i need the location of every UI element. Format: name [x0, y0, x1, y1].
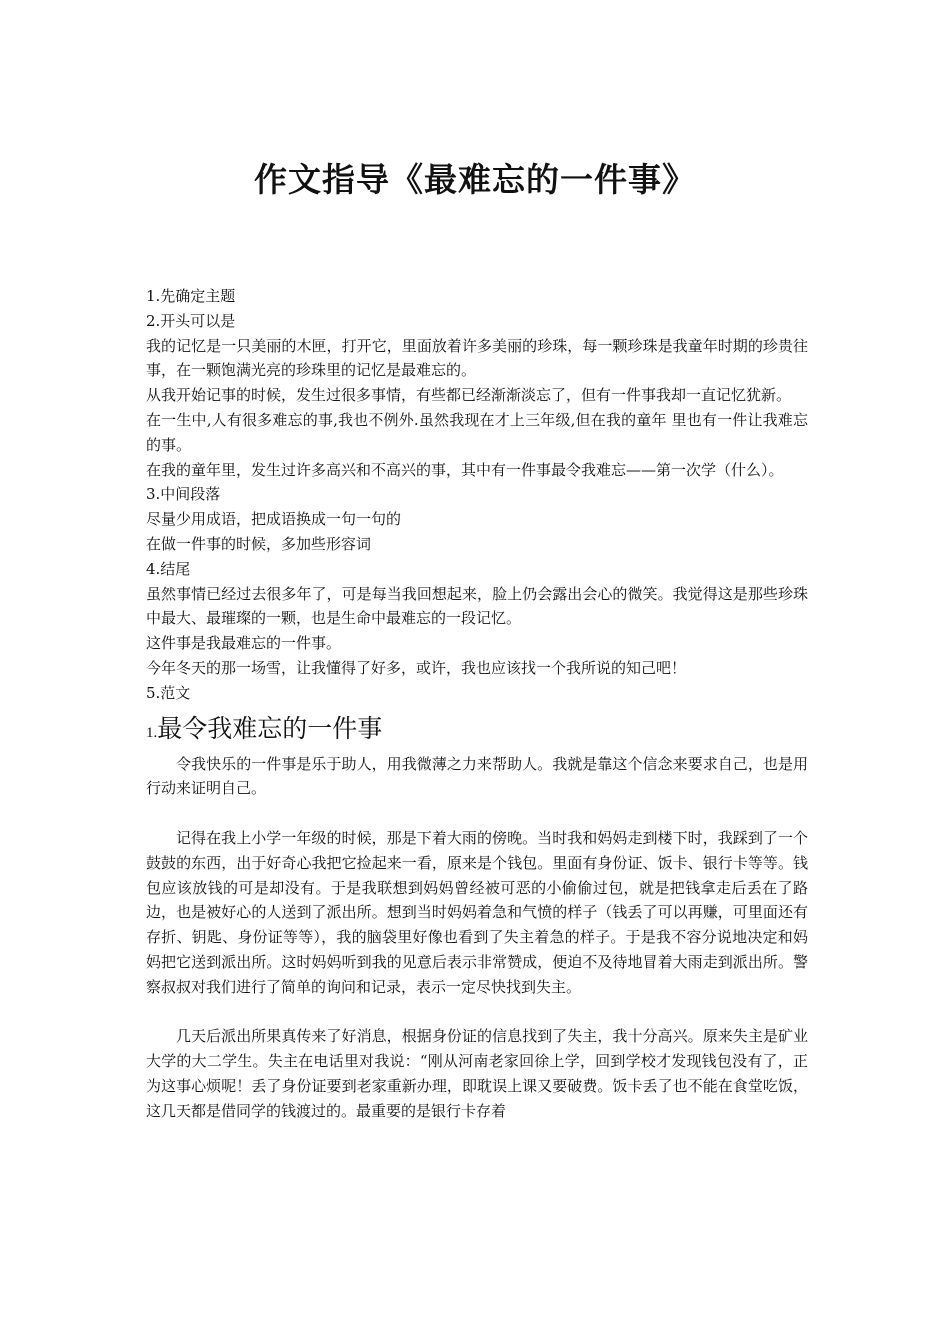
- ending-example-3: 今年冬天的那一场雪，让我懂得了好多，或许，我也应该找一个我所说的知己吧！: [146, 658, 687, 677]
- guide-heading-3: 3.中间段落: [146, 485, 221, 504]
- essay-title: 最令我难忘的一件事: [157, 713, 383, 743]
- ending-example-1: 虽然事情已经过去很多年了，可是每当我回想起来，脸上仍会露出会心的微笑。我觉得这是那些珍珠中最大、最璀璨的一颗，也是生命中最难忘的一段记忆。: [146, 584, 808, 628]
- guide-heading-4: 4.结尾: [146, 559, 191, 578]
- ending-example-2: 这件事是我最难忘的一件事。: [146, 634, 342, 653]
- paragraph-spacer: [146, 1000, 808, 1025]
- middle-tip-2: 在做一件事的时候，多加些形容词: [146, 534, 372, 553]
- opening-example-4: 在我的童年里，发生过许多高兴和不高兴的事，其中有一件事最令我难忘——第一次学（什么）。: [146, 460, 784, 479]
- essay-paragraph: 几天后派出所果真传来了好消息，根据身份证的信息找到了失主，我十分高兴。原来失主是矿业大学的大二学生。失主在电话里对我说：“刚从河南老家回徐上学，回到学校才发现钱包没有了，正为这事心烦呢！丢了身份证要到老家重新办理，即耽误上课又要破费。饭卡丢了也不能在食堂吃饭，这几天都是借同学的钱渡过的。最重要的是银行卡存着: [146, 1027, 808, 1120]
- essay-heading: [146, 712, 808, 750]
- opening-example-2: 从我开始记事的时候，发生过很多事情，有些都已经渐渐淡忘了，但有一件事我却一直记忆犹新。: [146, 386, 792, 405]
- essay-paragraph: 令我快乐的一件事是乐于助人，用我微薄之力来帮助人。我就是靠这个信念来要求自己，也是用行动来证明自己。: [146, 754, 808, 798]
- guide-heading-1: 1.先确定主题: [146, 287, 236, 305]
- essay-paragraph: 记得在我上小学一年级的时候，那是下着大雨的傍晚。当时我和妈妈走到楼下时，我踩到了一个鼓鼓的东西，出于好奇心我把它捡起来一看，原来是个钱包。里面有身份证、饭卡、银行卡等等。钱包应该放钱的可是却没有。于是我联想到妈妈曾经被可恶的小偷偷过包，就是把钱拿走后丢在了路边，也是被好心的人送到了派出所。想到当时妈妈着急和气愤的样子（钱丢了可以再赚，可里面还有存折、钥匙、身份证等等），我的脑袋里好像也看到了失主着急的样子。于是我不容分说地决定和妈妈把它送到派出所。这时妈妈听到我的见意后表示非常赞成，便迫不及待地冒着大雨走到派出所。警察叔叔对我们进行了简单的询问和记录，表示一定尽快找到失主。: [146, 828, 808, 996]
- document-body: [146, 284, 808, 1124]
- middle-tip-1: 尽量少用成语，把成语换成一句一句的: [146, 510, 402, 529]
- page-title: 作文指导《最难忘的一件事》: [254, 160, 696, 199]
- guide-heading-2: 2.开头可以是: [146, 311, 236, 330]
- opening-example-3: 在一生中,人有很多难忘的事,我也不例外.虽然我现在才上三年级,但在我的童年 里也有一件让我难忘的事。: [146, 410, 808, 454]
- paragraph-spacer: [146, 801, 808, 826]
- guide-heading-5: 5.范文: [146, 683, 191, 702]
- opening-example-1: 我的记忆是一只美丽的木匣，打开它，里面放着许多美丽的珍珠，每一颗珍珠是我童年时期的珍贵往事，在一颗饱满光亮的珍珠里的记忆是最难忘的。: [146, 336, 808, 380]
- essay-number: 1.: [146, 724, 158, 741]
